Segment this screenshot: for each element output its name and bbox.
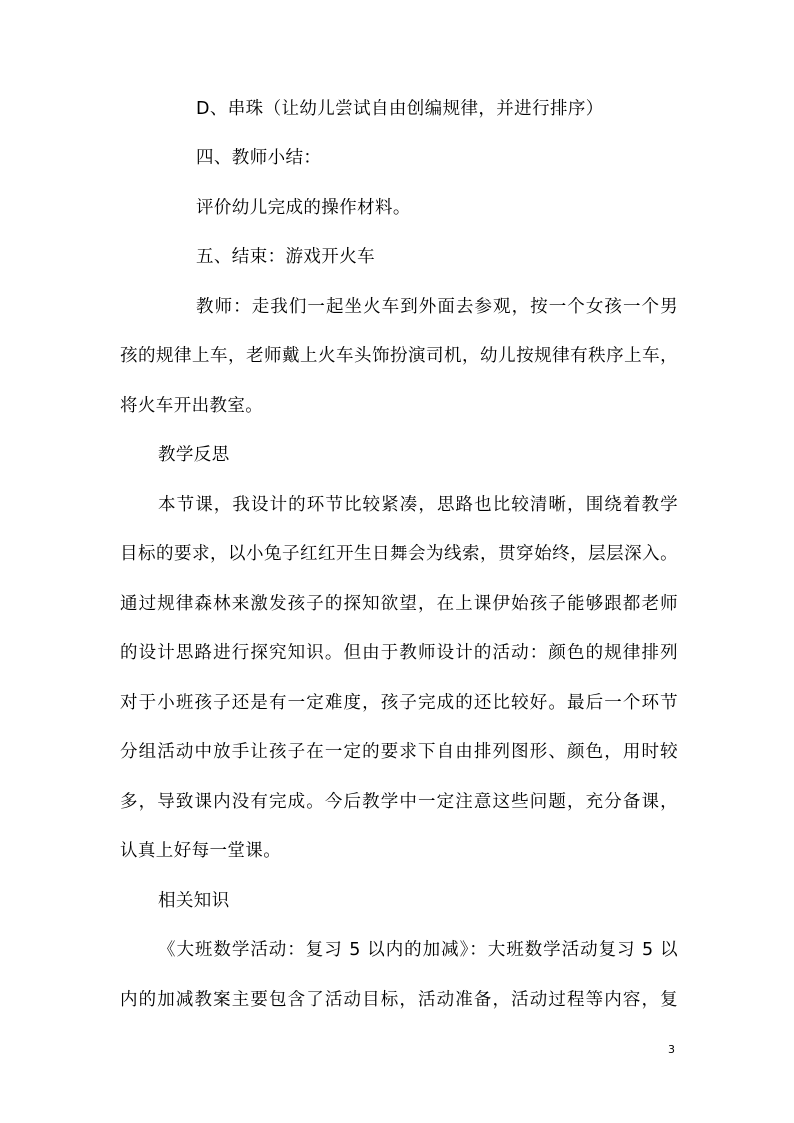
paragraph-line: 将火车开出教室。 xyxy=(120,396,264,416)
paragraph-line: 教师：走我们一起坐火车到外面去参观，按一个女孩一个男 xyxy=(196,297,678,317)
paragraph-line: 的设计思路进行探究知识。但由于教师设计的活动：颜色的规律排列 xyxy=(120,643,678,663)
paragraph-line: 目标的要求，以小兔子红红开生日舞会为线索，贯穿始终，层层深入。 xyxy=(120,544,678,564)
section-heading-teaching-reflection: 教学反思 xyxy=(158,445,230,465)
page-number: 3 xyxy=(668,1043,675,1056)
paragraph-line: 分组活动中放手让孩子在一定的要求下自由排列图形、颜色，用时较 xyxy=(120,742,678,762)
paragraph-line: 多，导致课内没有完成。今后教学中一定注意这些问题，充分备课， xyxy=(120,792,678,812)
list-item-d-beading: D、串珠（让幼儿尝试自由创编规律，并进行排序） xyxy=(196,99,604,119)
paragraph-line: 《大班数学活动：复习 5 以内的加减》：大班数学活动复习 5 以 xyxy=(158,940,678,960)
section-heading-related-knowledge: 相关知识 xyxy=(158,891,230,911)
paragraph-line: 对于小班孩子还是有一定难度，孩子完成的还比较好。最后一个环节 xyxy=(120,693,678,713)
paragraph-line: 内的加减教案主要包含了活动目标，活动准备，活动过程等内容，复 xyxy=(120,990,678,1010)
paragraph-line: 本节课，我设计的环节比较紧凑，思路也比较清晰，围绕着教学 xyxy=(158,495,678,515)
summary-text: 评价幼儿完成的操作材料。 xyxy=(196,198,411,218)
paragraph-line: 认真上好每一堂课。 xyxy=(120,841,282,861)
section-heading-ending: 五、结束：游戏开火车 xyxy=(196,247,375,267)
paragraph-line: 孩的规律上车，老师戴上火车头饰扮演司机，幼儿按规律有秩序上车， xyxy=(120,346,678,366)
paragraph-line: 通过规律森林来激发孩子的探知欲望，在上课伊始孩子能够跟都老师 xyxy=(120,594,678,614)
section-heading-teacher-summary: 四、教师小结： xyxy=(196,148,322,168)
